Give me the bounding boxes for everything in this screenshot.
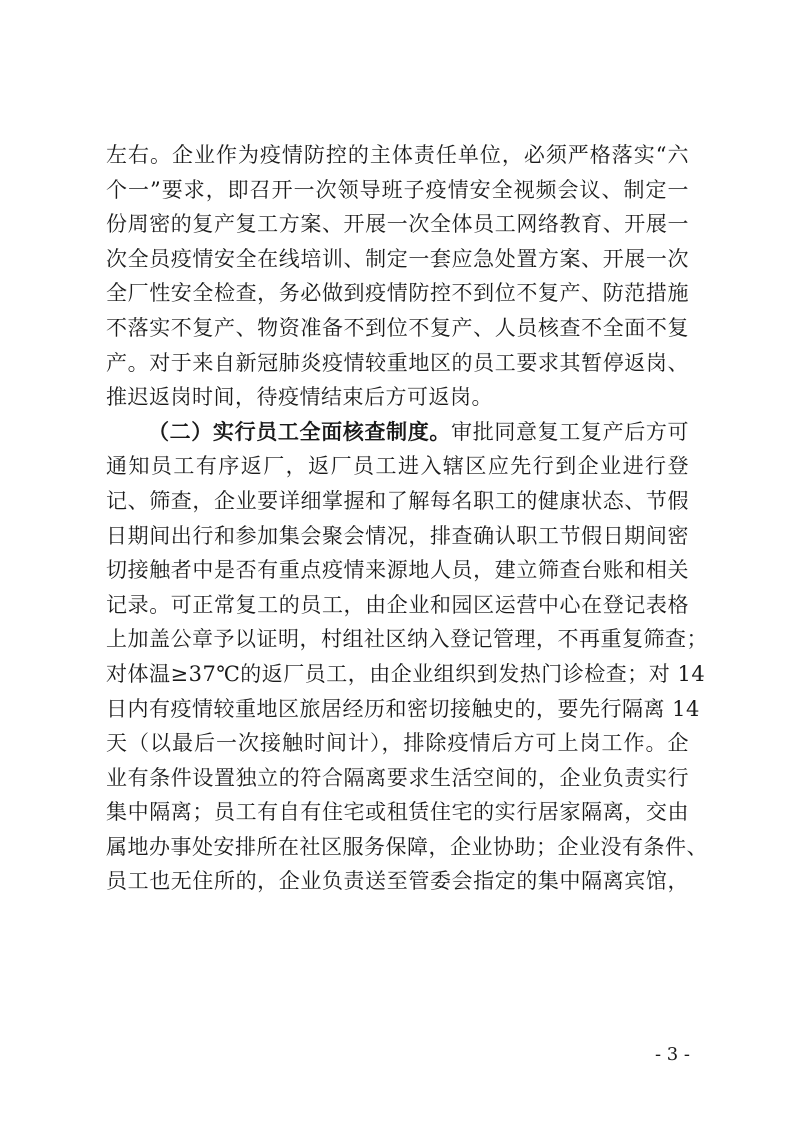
- text-line: 通知员工有序返厂，返厂员工进入辖区应先行到企业进行登: [106, 454, 689, 479]
- text-line: 次全员疫情安全在线培训、制定一套应急处置方案、开展一次: [106, 246, 689, 271]
- text-line: 日期间出行和参加集会聚会情况，排查确认职工节假日期间密: [106, 523, 689, 548]
- text-line: 推迟返岗时间，待疫情结束后方可返岗。: [106, 385, 493, 410]
- text-line: 业有条件设置独立的符合隔离要求生活空间的，企业负责实行: [106, 765, 689, 790]
- paragraph-continued: [106, 138, 689, 415]
- text-line: 份周密的复产复工方案、开展一次全体员工网络教育、开展一: [106, 212, 689, 237]
- text-line: 切接触者中是否有重点疫情来源地人员，建立筛查台账和相关: [106, 558, 689, 583]
- text-line: 集中隔离；员工有自有住宅或租赁住宅的实行居家隔离，交由: [106, 800, 689, 825]
- section-first-line: [106, 415, 689, 450]
- text-line: 不落实不复产、物资准备不到位不复产、人员核查不全面不复: [106, 315, 689, 340]
- text-line: 属地办事处安排所在社区服务保障，企业协助；企业没有条件、: [106, 834, 708, 859]
- text-line: 员工也无住所的，企业负责送至管委会指定的集中隔离宾馆，: [106, 869, 689, 894]
- text-line: 左右。企业作为疫情防控的主体责任单位，必须严格落实“六: [106, 143, 689, 167]
- text-line: 个一”要求，即召开一次领导班子疫情安全视频会议、制定一: [106, 177, 689, 202]
- page-number: - 3 -: [654, 1044, 690, 1065]
- paragraph-section-two: [106, 415, 708, 899]
- text-line: 记录。可正常复工的员工，由企业和园区运营中心在登记表格: [106, 592, 689, 617]
- text-line: 日内有疫情较重地区旅居经历和密切接触史的，要先行隔离 14: [106, 696, 700, 721]
- section-heading: （二）实行员工全面核查制度。: [148, 418, 452, 444]
- text-line: 记、筛查，企业要详细掌握和了解每名职工的健康状态、节假: [106, 488, 689, 513]
- text-line: 上加盖公章予以证明，村组社区纳入登记管理，不再重复筛查；: [106, 627, 708, 652]
- text-line: 全厂性安全检查，务必做到疫情防控不到位不复产、防范措施: [106, 281, 689, 306]
- text-line: 对体温≥37℃的返厂员工，由企业组织到发热门诊检查；对 14: [106, 661, 706, 686]
- text-line: 天（以最后一次接触时间计），排除疫情后方可上岗工作。企: [106, 731, 689, 756]
- body-text: [106, 138, 708, 899]
- section-first-line-rest: 审批同意复工复产后方可: [451, 419, 690, 444]
- text-line: 产。对于来自新冠肺炎疫情较重地区的员工要求其暂停返岗、: [106, 350, 689, 375]
